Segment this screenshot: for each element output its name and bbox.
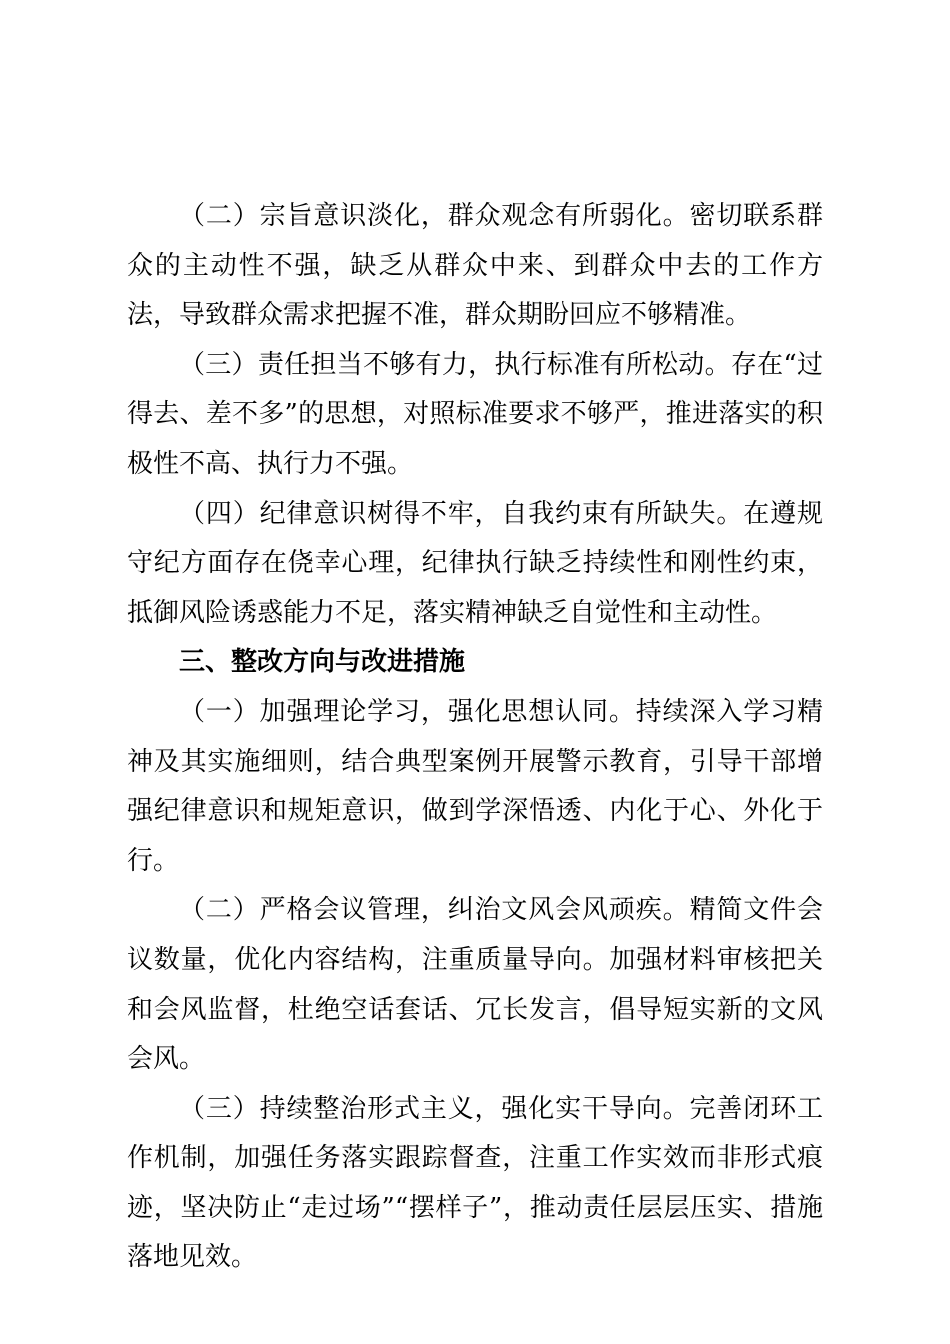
paragraph-point-4-discipline: （四）纪律意识树得不牢，自我约束有所缺失。在遵规守纪方面存在侥幸心理，纪律执行缺乏持续性和刚性约束，抵御风险诱惑能力不足，落实精神缺乏自觉性和主动性。 — [127, 498, 823, 628]
section-heading-rectification: 三、整改方向与改进措施 — [179, 647, 466, 678]
paragraph-measure-1-theory-study: （一）加强理论学习，强化思想认同。持续深入学习精神及其实施细则，结合典型案例开展警示教育，引导干部增强纪律意识和规矩意识，做到学深悟透、内化于心、外化于行。 — [127, 696, 823, 876]
paragraph-point-2-purpose-awareness: （二）宗旨意识淡化，群众观念有所弱化。密切联系群众的主动性不强，缺乏从群众中来、到群众中去的工作方法，导致群众需求把握不准，群众期盼回应不够精准。 — [127, 201, 823, 331]
paragraph-measure-3-formalism: （三）持续整治形式主义，强化实干导向。完善闭环工作机制，加强任务落实跟踪督查，注重工作实效而非形式痕迹，坚决防止“走过场”“摆样子”，推动责任层层压实、措施落地见效。 — [127, 1093, 823, 1273]
paragraph-point-3-responsibility: （三）责任担当不够有力，执行标准有所松动。存在“过得去、差不多”的思想，对照标准要求不够严，推进落实的积极性不高、执行力不强。 — [127, 349, 823, 479]
document-body — [127, 192, 823, 1283]
paragraph-measure-2-meeting-management: （二）严格会议管理，纠治文风会风顽疾。精简文件会议数量，优化内容结构，注重质量导向。加强材料审核把关和会风监督，杜绝空话套话、冗长发言，倡导短实新的文风会风。 — [127, 895, 823, 1075]
